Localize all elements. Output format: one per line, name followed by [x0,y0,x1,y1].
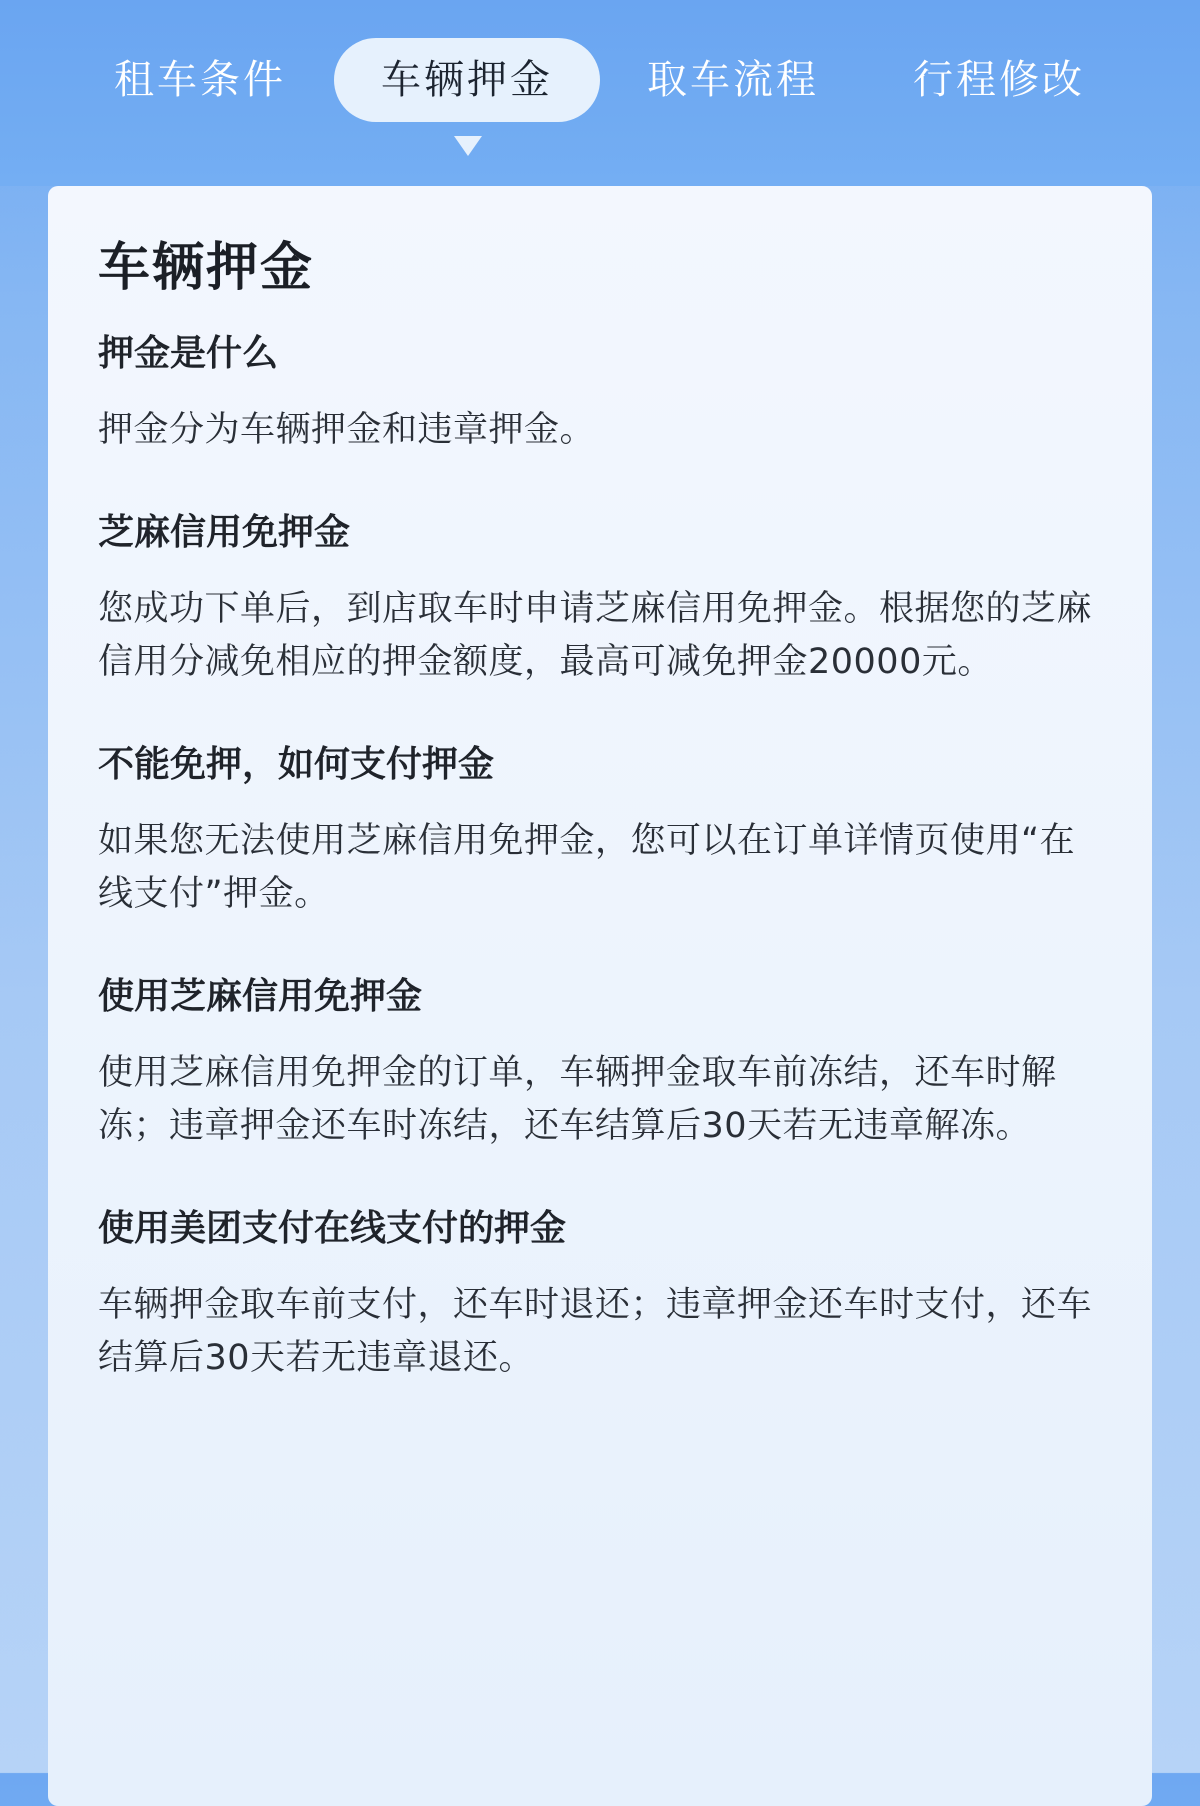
section-using-sesame-credit [98,971,1102,1153]
content-card [48,186,1152,1806]
section-body: 如果您无法使用芝麻信用免押金，您可以在订单详情页使用“在线支付”押金。 [98,821,1076,914]
tab-rental-conditions[interactable]: 租车条件 [114,57,286,103]
section-body: 车辆押金取车前支付，还车时退还；违章押金还车时支付，还车结算后30天若无违章退还。 [98,1285,1093,1378]
section-sesame-credit-waiver [98,507,1102,689]
tab-trip-modification[interactable]: 行程修改 [913,57,1085,103]
active-tab-pointer-icon [454,136,482,156]
page-title: 车辆押金 [98,238,315,298]
section-meituan-online-payment [98,1203,1102,1385]
section-body: 您成功下单后，到店取车时申请芝麻信用免押金。根据您的芝麻信用分减免相应的押金额度，最高可减免押金20000元。 [98,589,1093,682]
tab-bar [0,0,1200,186]
section-how-to-pay-deposit [98,739,1102,921]
section-heading: 押金是什么 [98,333,279,374]
section-heading: 不能免押，如何支付押金 [98,744,495,785]
section-heading: 使用芝麻信用免押金 [98,976,423,1017]
section-heading: 芝麻信用免押金 [98,512,351,553]
section-body: 使用芝麻信用免押金的订单，车辆押金取车前冻结，还车时解冻；违章押金还车时冻结，还车结算后30天若无违章解冻。 [98,1053,1057,1146]
tab-vehicle-deposit[interactable]: 车辆押金 [334,38,600,122]
tab-pickup-process[interactable]: 取车流程 [647,57,819,103]
section-what-is-deposit [98,328,1102,457]
section-body: 押金分为车辆押金和违章押金。 [98,410,596,450]
section-heading: 使用美团支付在线支付的押金 [98,1208,567,1249]
